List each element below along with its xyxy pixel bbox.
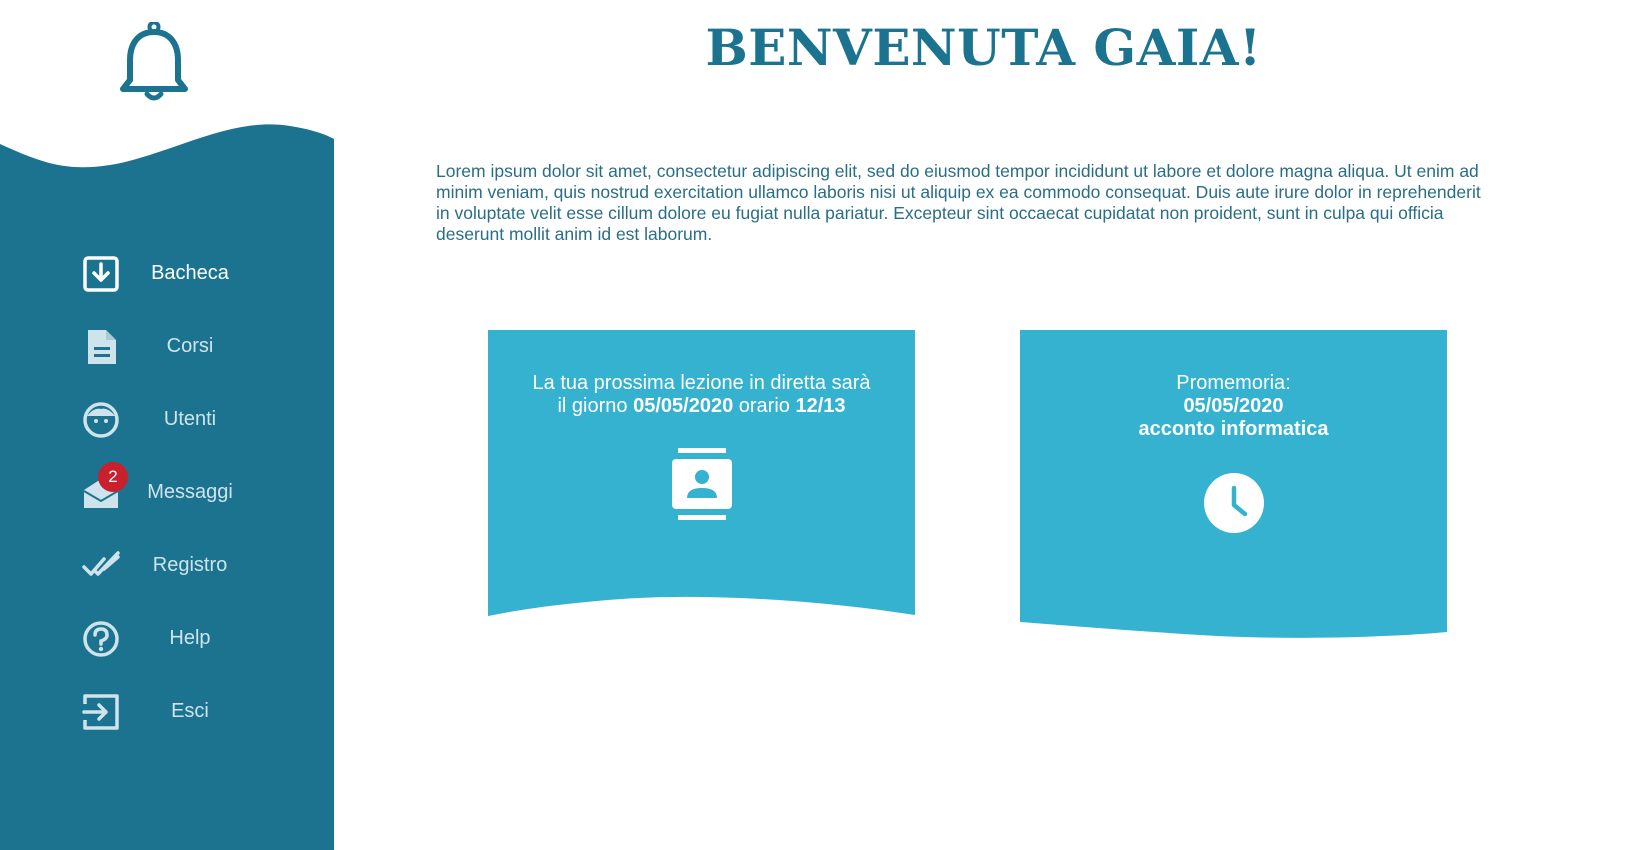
sidebar-item-label: Bacheca — [151, 262, 229, 284]
logout-icon — [82, 693, 120, 731]
sidebar-nav — [0, 237, 334, 748]
unread-badge: 2 — [98, 462, 128, 492]
sidebar-item-label: Registro — [152, 554, 228, 576]
card-message — [1020, 372, 1447, 441]
sidebar-item-label: Utenti — [163, 408, 217, 430]
intro-paragraph: Lorem ipsum dolor sit amet, consectetur adipiscing elit, sed do eiusmod tempor incididunt ut labore et dolore magna aliqua. Ut enim ad minim veniam, quis nostrud exercitation ullamco laboris nisi ut aliquip ex ea commodo consequat. Duis aute irure dolor in reprehenderit in voluptate velit esse cillum dolore eu fugiat nulla pariatur. Excepteur sint occaecat cupidatat non proident, sunt in culpa qui officia deserunt mollit anim id est laborum. — [436, 161, 1481, 244]
sidebar-item-esci[interactable] — [0, 675, 334, 748]
card-line: La tua prossima lezione in diretta sarà — [532, 372, 871, 394]
next-lesson-card[interactable] — [488, 330, 915, 618]
sidebar-item-label: Help — [169, 627, 211, 649]
help-circle-icon — [82, 620, 120, 658]
reminder-card[interactable] — [1020, 330, 1447, 640]
reminder-date: 05/05/2020 — [1183, 395, 1284, 417]
face-icon — [82, 401, 120, 439]
card-text-middle: orario — [733, 395, 796, 417]
contact-card-icon — [672, 448, 732, 520]
page-title: BENVENUTA GAIA! — [705, 18, 1262, 77]
download-box-icon — [82, 255, 120, 293]
bell-icon[interactable] — [120, 22, 192, 102]
card-text-prefix: il giorno — [557, 395, 634, 417]
sidebar-item-label: Esci — [171, 700, 209, 722]
document-icon — [82, 328, 120, 366]
sidebar-item-utenti[interactable] — [0, 383, 334, 456]
sidebar — [0, 0, 334, 850]
sidebar-item-help[interactable] — [0, 602, 334, 675]
sidebar-item-label: Corsi — [166, 335, 214, 357]
reminder-subject: acconto informatica — [1138, 418, 1329, 440]
sidebar-item-bacheca[interactable] — [0, 237, 334, 310]
sidebar-item-corsi[interactable] — [0, 310, 334, 383]
card-line — [488, 395, 915, 418]
lesson-time: 12/13 — [795, 395, 846, 417]
lesson-date: 05/05/2020 — [633, 395, 734, 417]
sidebar-item-messaggi[interactable] — [0, 456, 334, 529]
clock-icon — [1204, 473, 1264, 533]
sidebar-item-registro[interactable] — [0, 529, 334, 602]
card-message — [488, 372, 915, 418]
card-line: Promemoria: — [1176, 372, 1291, 394]
sidebar-item-label: Messaggi — [147, 481, 233, 503]
double-check-icon — [82, 547, 120, 585]
